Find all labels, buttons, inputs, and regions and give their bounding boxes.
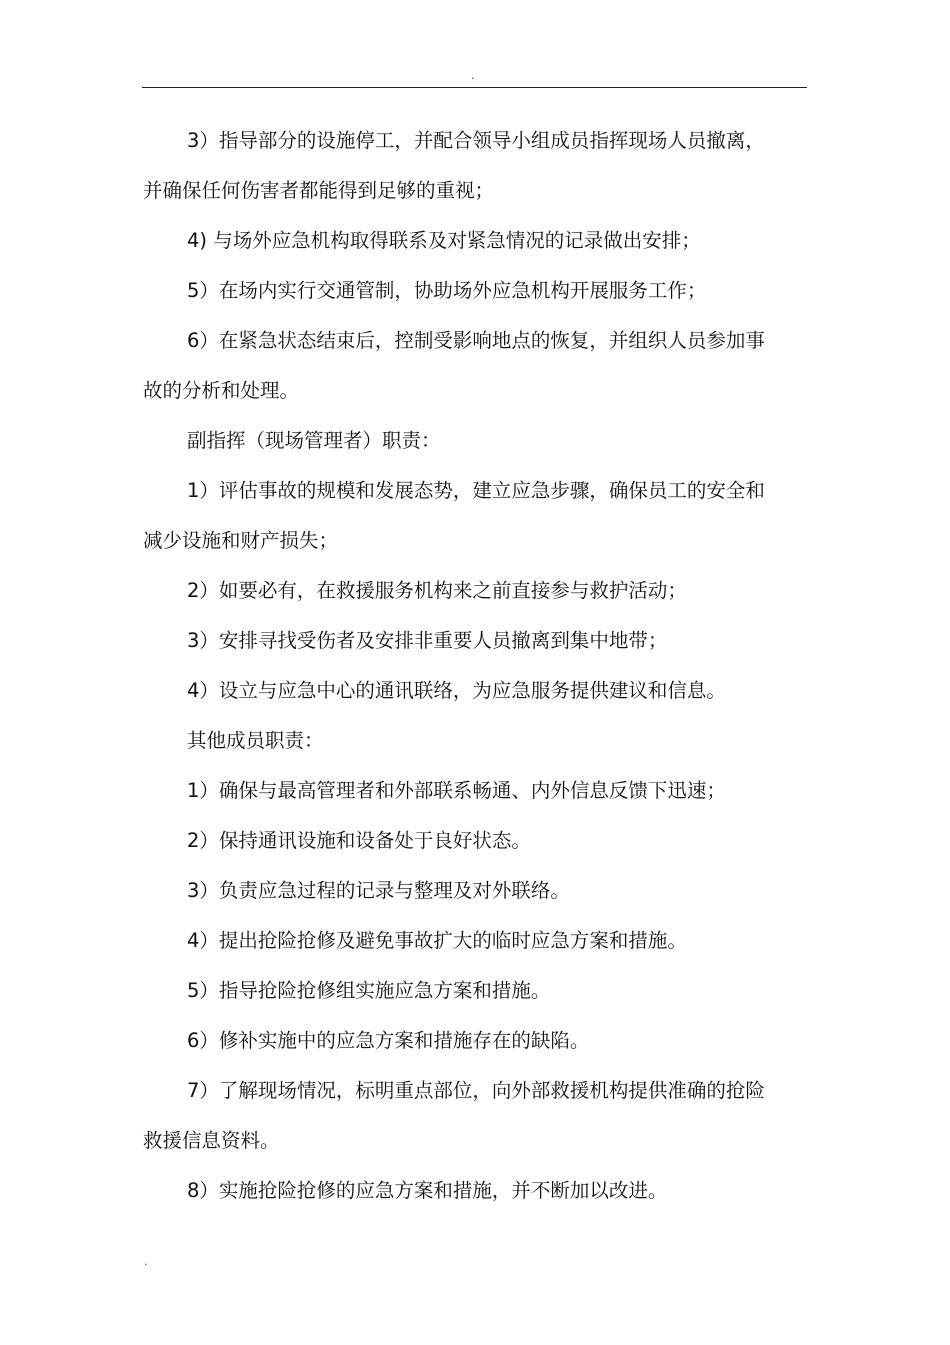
section-heading-other-members: 其他成员职责：	[187, 729, 324, 752]
paragraph: 2）保持通讯设施和设备处于良好状态。	[187, 829, 531, 852]
paragraph: 1）评估事故的规模和发展态势，建立应急步骤，确保员工的安全和减少设施和财产损失；	[143, 479, 765, 552]
header-rule	[142, 87, 807, 88]
paragraph: 6）修补实施中的应急方案和措施存在的缺陷。	[187, 1029, 590, 1052]
document-body	[143, 116, 773, 1216]
paragraph: 7）了解现场情况，标明重点部位，向外部救援机构提供准确的抢险救援信息资料。	[143, 1079, 765, 1152]
paragraph: 4) 与场外应急机构取得联系及对紧急情况的记录做出安排；	[187, 229, 701, 252]
paragraph: 1）确保与最高管理者和外部联系畅通、内外信息反馈下迅速；	[187, 779, 726, 802]
paragraph: 6）在紧急状态结束后，控制受影响地点的恢复，并组织人员参加事故的分析和处理。	[143, 329, 765, 402]
paragraph: 4）设立与应急中心的通讯联络，为应急服务提供建议和信息。	[187, 679, 726, 702]
paragraph: 3）指导部分的设施停工，并配合领导小组成员指挥现场人员撤离，并确保任何伤害者都能得到足够的重视；	[143, 129, 765, 202]
section-heading-deputy-commander: 副指挥（现场管理者）职责：	[187, 429, 441, 452]
paragraph: 5）指导抢险抢修组实施应急方案和措施。	[187, 979, 551, 1002]
paragraph: 3）安排寻找受伤者及安排非重要人员撤离到集中地带；	[187, 629, 668, 652]
paragraph: 8）实施抢险抢修的应急方案和措施，并不断加以改进。	[187, 1179, 668, 1202]
footer-dot: .	[144, 1255, 148, 1268]
paragraph: 5）在场内实行交通管制，协助场外应急机构开展服务工作；	[187, 279, 707, 302]
paragraph: 2）如要必有，在救援服务机构来之前直接参与救护活动；	[187, 579, 687, 602]
paragraph: 4）提出抢险抢修及避免事故扩大的临时应急方案和措施。	[187, 929, 687, 952]
paragraph: 3）负责应急过程的记录与整理及对外联络。	[187, 879, 570, 902]
header-dot: .	[471, 69, 475, 82]
